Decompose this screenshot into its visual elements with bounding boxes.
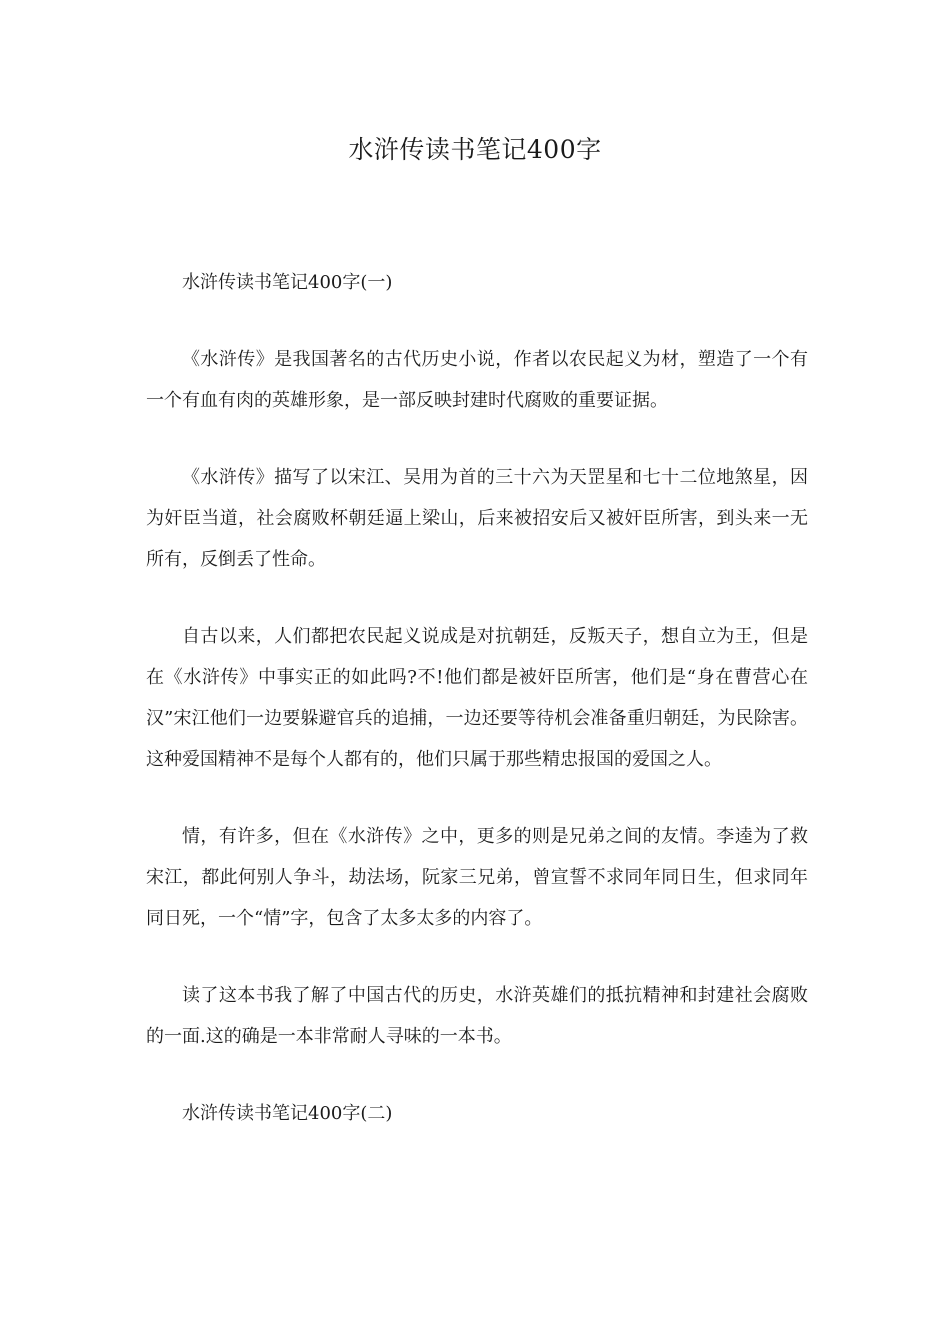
paragraph-4: 情，有许多，但在《水浒传》之中，更多的则是兄弟之间的友情。李逵为了救宋江，都此何别人争斗，劫法场，阮家三兄弟，曾宣誓不求同年同日生，但求同年同日死，一个“情”字，包含了太多太多的内容了。 (146, 826, 808, 929)
paragraph-5: 读了这本书我了解了中国古代的历史，水浒英雄们的抵抗精神和封建社会腐败的一面.这的确是一本非常耐人寻味的一本书。 (146, 985, 808, 1047)
section-heading-1: 水浒传读书笔记400字(一) (182, 272, 393, 293)
section-heading-2: 水浒传读书笔记400字(二) (182, 1103, 393, 1124)
document-body (146, 262, 808, 1134)
document-title: 水浒传读书笔记400字 (348, 135, 602, 164)
paragraph-1: 《水浒传》是我国著名的古代历史小说，作者以农民起义为材，塑造了一个有一个有血有肉的英雄形象，是一部反映封建时代腐败的重要证据。 (146, 349, 808, 411)
paragraph-2: 《水浒传》描写了以宋江、吴用为首的三十六为天罡星和七十二位地煞星，因为奸臣当道，社会腐败杯朝廷逼上梁山，后来被招安后又被奸臣所害，到头来一无所有，反倒丢了性命。 (146, 467, 808, 570)
paragraph-3: 自古以来，人们都把农民起义说成是对抗朝廷，反叛天子，想自立为王，但是在《水浒传》中事实正的如此吗?不!他们都是被奸臣所害，他们是“身在曹营心在汉”宋江他们一边要躲避官兵的追捕，一边还要等待机会准备重归朝廷，为民除害。这种爱国精神不是每个人都有的，他们只属于那些精忠报国的爱国之人。 (146, 626, 808, 770)
